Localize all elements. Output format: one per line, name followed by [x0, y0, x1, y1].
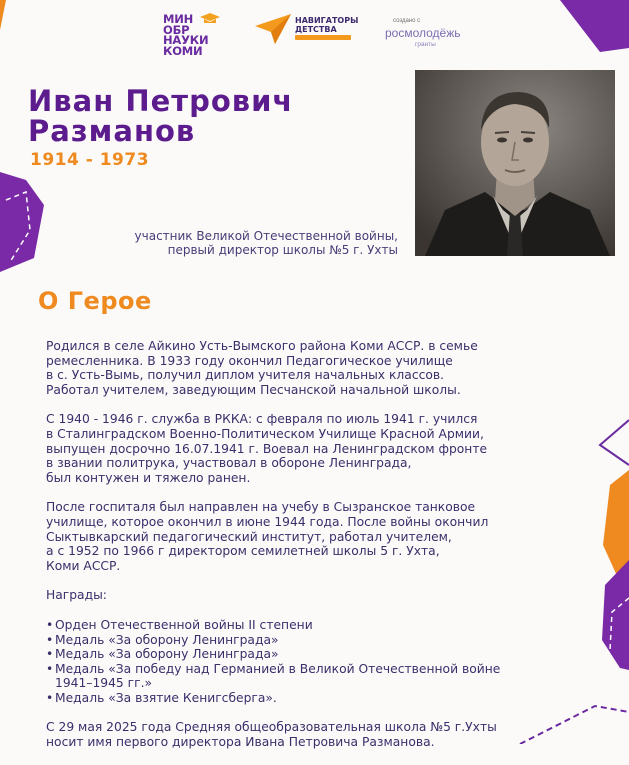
award-item: • Орден Отечественной войны II степени — [46, 618, 594, 633]
person-role — [80, 229, 398, 257]
logo-line: МИН — [163, 12, 194, 26]
logo-line: КОМИ — [163, 43, 203, 58]
bio-paragraph: Родился в селе Айкино Усть-Вымского района Коми АССР. в семье ремесленника. В 1933 году окончил Педагогическое училище в с. Усть-Вымь, получил диплом учителя начальных классов. Работал учителем, заведующим Песчанской начальной школы. — [46, 339, 478, 397]
navigators-logo — [255, 14, 365, 46]
biography — [46, 339, 594, 765]
portrait-photo — [415, 70, 615, 256]
shape-left-purple — [0, 172, 44, 272]
person-last-name: Разманов — [28, 114, 196, 148]
logo-line: ДЕТСТВА — [295, 24, 337, 34]
logo-grants: гранты — [415, 41, 436, 48]
shape-right-orange — [603, 470, 629, 580]
award-item: • Медаль «За оборону Ленинграда» — [46, 647, 594, 662]
award-item: • Медаль «За взятие Кенигсберга». — [46, 691, 594, 706]
role-line: первый директор школы №5 г. Ухты — [167, 243, 398, 257]
awards-title: Награды: — [46, 588, 107, 603]
logo-wordmark: росмолодёжь — [385, 26, 461, 40]
paper-plane-icon — [255, 14, 291, 44]
bio-paragraph: После госпиталя был направлен на учебу в Сызранское танковое училище, которое окончил в июне 1944 года. После войны окончил Сыктывкарский педагогический институт, работал учителем, а с 1952 по 1966 г директором семилетней школы 5 г. Ухта, Коми АССР. — [46, 500, 489, 573]
award-item: • Медаль «За оборону Ленинграда» — [46, 633, 594, 648]
logo-line: НАУКИ — [163, 33, 209, 47]
shape-top-left — [0, 0, 6, 30]
graduation-cap-icon — [200, 13, 220, 25]
section-heading: О Герое — [38, 287, 152, 315]
person-years: 1914 - 1973 — [30, 150, 150, 170]
shape-right-purple — [602, 560, 629, 670]
shape-right-line — [600, 420, 629, 465]
person-first-name: Иван Петрович — [28, 84, 294, 118]
logo-caption: создано с — [393, 18, 421, 24]
role-line: участник Великой Отечественной войны, — [134, 229, 398, 243]
award-item: • Медаль «За победу над Германией в Великой Отечественной войне 1941–1945 гг.» — [46, 662, 594, 691]
logo-bar — [295, 35, 351, 40]
logo-line: ОБР — [163, 22, 190, 37]
person-name — [28, 86, 293, 146]
closing-paragraph: С 29 мая 2025 года Средняя общеобразовательная школа №5 г.Ухты носит имя первого директора Ивана Петровича Разманова. — [46, 720, 497, 750]
awards-list — [46, 618, 594, 706]
logo-line: НАВИГАТОРЫ — [295, 16, 359, 25]
minobrnauki-logo — [163, 14, 225, 56]
bio-paragraph: С 1940 - 1946 г. служба в РККА: с февраля по июль 1941 г. учился в Сталинградском Военно-Политическом Училище Красной Армии, выпущен досрочно 16.07.1941 г. Воевал на Ленинградском фронте в звании политрука, участвовал в обороне Ленинграда, был контужен и тяжело ранен. — [46, 412, 488, 485]
shape-top-right — [560, 0, 629, 52]
